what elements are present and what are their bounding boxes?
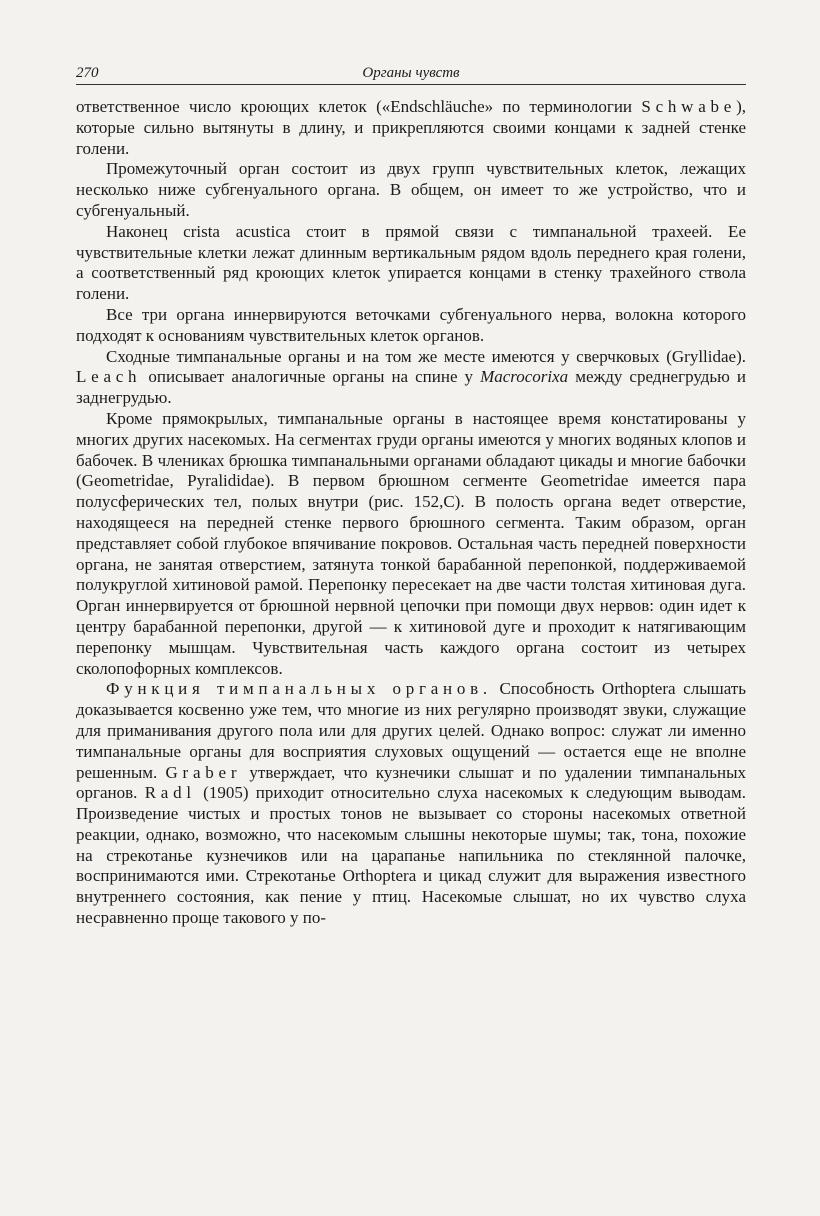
paragraph-gryllidae — [76, 347, 746, 409]
page-body — [76, 97, 746, 929]
text-run: Способность Orthoptera слышать доказывается косвенно уже тем, что многие из них регулярно производят звуки, служащие для приманивания другого пола или для других целей. Однако вопрос: служат ли именно тимпанальные органы для восприятия слуховых ощущений — остается еще не вполне решенным. — [76, 679, 746, 782]
text-run: Сходные тимпанальные органы и на том же месте имеются у сверчковых (Gryllidae). — [106, 346, 746, 366]
author-name: Graber — [165, 762, 242, 782]
paragraph-other-insects: Кроме прямокрылых, тимпанальные органы в настоящее время констатированы у многих других насекомых. На сегментах груди органы имеются у многих водяных клопов и бабочек. В члениках брюшка тимпанальными органами обладают цикады и многие бабочки (Geometridae, Pyralididae). В первом брюшном сегменте Geometridae имеется пара полусферических тел, полых внутри (рис. 152,C). В полость органа ведет отверстие, находящееся на передней стенке первого брюшного сегмента. Таким образом, орган представляет собой глубокое впячивание покровов. Остальная часть передней поверхности органа, не занятая отверстием, затянута тонкой барабанной перепонкой, поддерживаемой полукруглой хитиновой рамой. Перепонку пересекает на две части толстая хитиновая дуга. Орган иннервируется от брюшной нервной цепочки при помощи двух нервов: один идет к центру барабанной перепонки, другой — к хитиновой дуге и проходит к натягивающим перепонку мышцам. Чувствительная часть каждого органа состоит из четырех сколопофорных комплексов. — [76, 408, 746, 678]
text-run: ответственное число кроющих клеток («Endschläuche» по терминологии — [76, 97, 642, 116]
paragraph-innervation: Все три органа иннервируются веточками субгенуального нерва, волокна которого подходят к основаниям чувствительных клеток органов. — [76, 304, 746, 345]
genus-name: Macrocorixa — [480, 367, 569, 387]
text-run: (1905) приходит относительно слуха насекомых к следующим выводам. Произведение чистых и простых тонов не вызывает со стороны насекомых ответной реакции, однако, возможно, что насекомым слышны некоторые шумы; так, тона, похожие на стрекотанье кузнечиков или на царапанье напильника по стеклянной палочке, воспринимаются ими. Стрекотанье Orthoptera и цикад служит для выражения известного внутреннего состояния, как пение у птиц. Насекомые слышат, но их чувство слуха несравненно проще такового у по- — [76, 783, 746, 928]
paragraph-crista-acustica: Наконец crista acustica стоит в прямой связи с тимпанальной трахеей. Ее чувствительные клетки лежат длинным вертикальным рядом вдоль переднего края голени, а соответственный ряд кроющих клеток упирается концами в стенку трахейного ствола голени. — [76, 221, 746, 304]
author-name: Schwabe — [641, 97, 737, 116]
author-name: Leach — [76, 367, 142, 387]
section-heading: Функция тимпанальных органов. — [106, 679, 492, 699]
text-run: ), которые сильно вытянуты в длину, и прикрепляются своими концами к задней стенке голени. — [76, 97, 746, 158]
text-run: описывает аналогичные органы на спине у — [141, 367, 481, 387]
author-name: Radl — [144, 783, 196, 803]
running-title: Органы чувств — [362, 65, 460, 81]
running-header — [76, 62, 746, 85]
paragraph-tympanal-function — [76, 679, 746, 929]
paragraph-intermediate-organ: Промежуточный орган состоит из двух групп чувствительных клеток, лежащих несколько ниже субгенуального органа. В общем, он имеет то же устройство, что и субгенуальный. — [76, 159, 746, 220]
book-page — [76, 62, 746, 929]
text-run: утверждает, что кузнечики слышат и по удалении тимпанальных органов. — [76, 762, 746, 803]
text-run: между среднегрудью и заднегрудью. — [76, 367, 746, 408]
page-number: 270 — [76, 65, 99, 81]
paragraph-continuation — [76, 97, 746, 159]
